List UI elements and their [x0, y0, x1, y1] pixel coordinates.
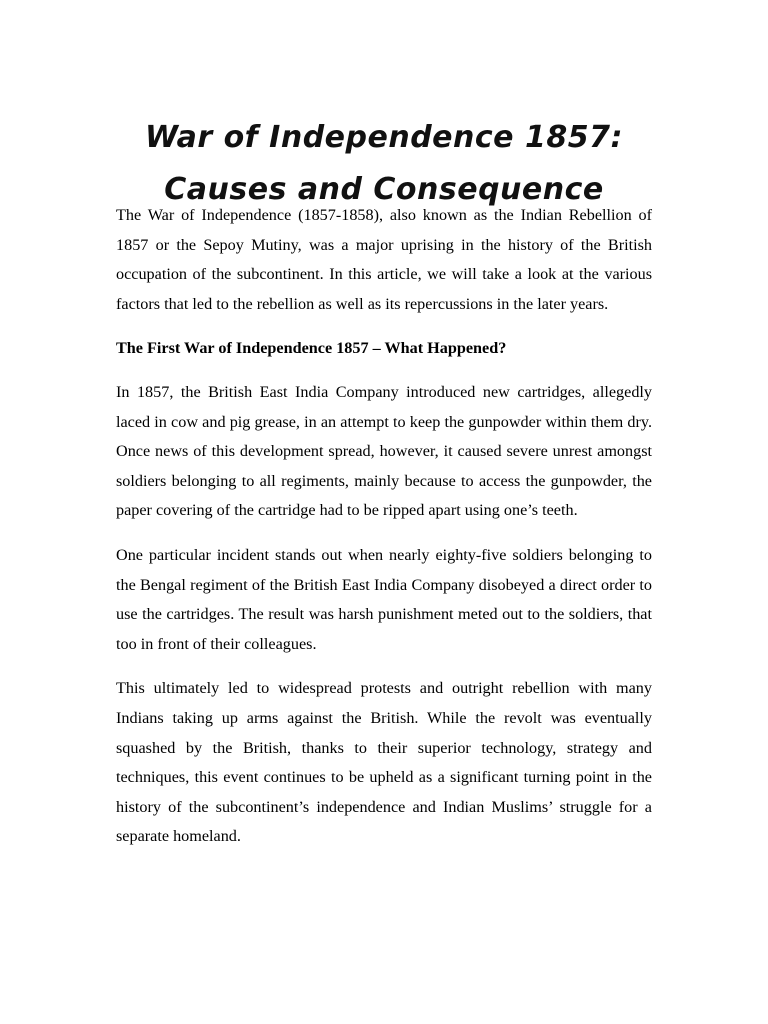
body-paragraph-rebellion: This ultimately led to widespread protests and outright rebellion with many Indians taking up arms against the British. While the revolt was eventually squashed by the British, thanks to their superior technology, strategy and techniques, this event continues to be upheld as a significant turning point in the history of the subcontinent’s independence and Indian Muslims’ struggle for a separate homeland. [116, 679, 652, 846]
body-paragraph-incident: One particular incident stands out when nearly eighty-five soldiers belonging to the Bengal regiment of the British East India Company disobeyed a direct order to use the cartridges. The result was harsh punishment meted out to the soldiers, that too in front of their colleagues. [116, 545, 652, 653]
body-paragraph-cartridges: In 1857, the British East India Company introduced new cartridges, allegedly laced in cow and pig grease, in an attempt to keep the gunpowder within them dry. Once news of this development spread, however, it caused severe unrest amongst soldiers belonging to all regiments, mainly because to access the gunpowder, the paper covering of the cartridge had to be ripped apart using one’s teeth. [116, 382, 652, 520]
intro-paragraph: The War of Independence (1857-1858), also known as the Indian Rebellion of 1857 or the Sepoy Mutiny, was a major uprising in the history of the British occupation of the subcontinent. In this article, we will take a look at the various factors that led to the rebellion as well as its repercussions in the later years. [116, 206, 652, 313]
document-body [116, 201, 652, 867]
title-line-1: War of Independence 1857: [145, 120, 623, 156]
title-line-2: Causes and Consequence [164, 172, 604, 208]
section-heading: The First War of Independence 1857 – What Happened? [116, 339, 507, 358]
